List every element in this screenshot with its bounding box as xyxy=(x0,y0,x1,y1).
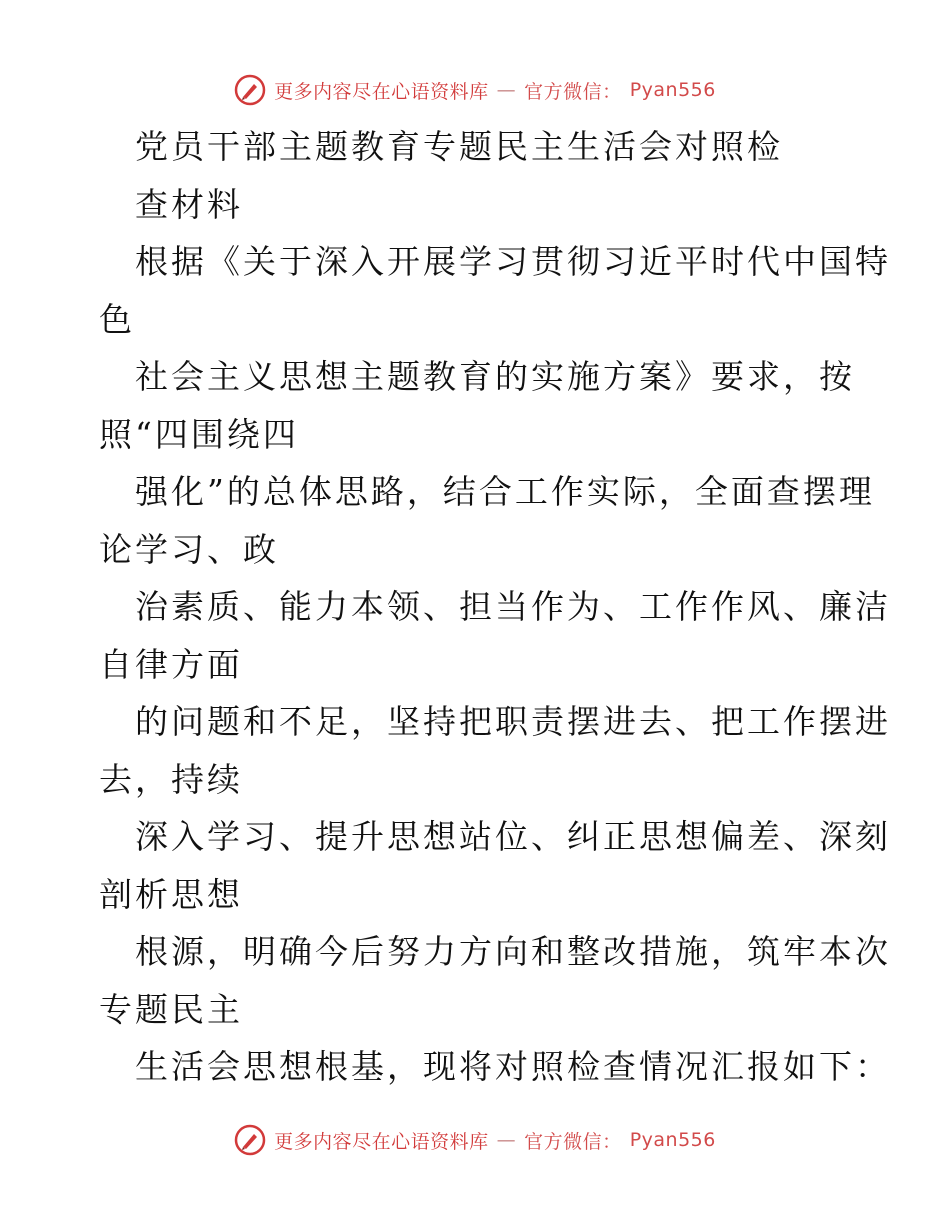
header-watermark xyxy=(0,70,950,110)
document-line: 查材料 xyxy=(135,184,243,224)
document-body xyxy=(0,118,950,1096)
footer-watermark xyxy=(0,1120,950,1160)
document-line: 根源，明确今后努力方向和整改措施，筑牢本次 xyxy=(135,932,891,971)
pen-nib-logo-icon xyxy=(234,1124,266,1156)
document-line: 深入学习、提升思想站位、纠正思想偏差、深刻 xyxy=(135,817,891,856)
watermark-separator: — xyxy=(496,1129,517,1151)
pen-nib-logo-icon xyxy=(234,74,266,106)
document-line: 自律方面 xyxy=(99,644,243,684)
watermark-main-text: 更多内容尽在心语资料库 xyxy=(274,80,489,103)
document-line: 照“四围绕四 xyxy=(99,414,299,454)
document-line: 去，持续 xyxy=(99,759,243,799)
watermark-wechat-label: 官方微信： xyxy=(524,80,622,103)
watermark-main-text: 更多内容尽在心语资料库 xyxy=(274,1130,489,1153)
document-line: 强化”的总体思路，结合工作实际，全面查摆理 xyxy=(135,472,875,511)
document-line: 党员干部主题教育专题民主生活会对照检 xyxy=(135,127,783,166)
document-line: 的问题和不足，坚持把职责摆进去、把工作摆进 xyxy=(135,702,891,741)
document-line: 根据《关于深入开展学习贯彻习近平时代中国特 xyxy=(135,242,891,281)
document-line: 生活会思想根基，现将对照检查情况汇报如下： xyxy=(135,1047,891,1086)
document-line: 剖析思想 xyxy=(99,874,243,914)
document-line: 色 xyxy=(99,299,135,339)
document-line: 论学习、政 xyxy=(99,529,279,569)
watermark-separator: — xyxy=(496,79,517,101)
document-line: 社会主义思想主题教育的实施方案》要求，按 xyxy=(135,357,855,396)
document-line: 治素质、能力本领、担当作为、工作作风、廉洁 xyxy=(135,587,891,626)
watermark-wechat-id: Pyan556 xyxy=(629,79,716,101)
document-line: 专题民主 xyxy=(99,989,243,1029)
watermark-wechat-label: 官方微信： xyxy=(524,1130,622,1153)
watermark-wechat-id: Pyan556 xyxy=(629,1129,716,1151)
